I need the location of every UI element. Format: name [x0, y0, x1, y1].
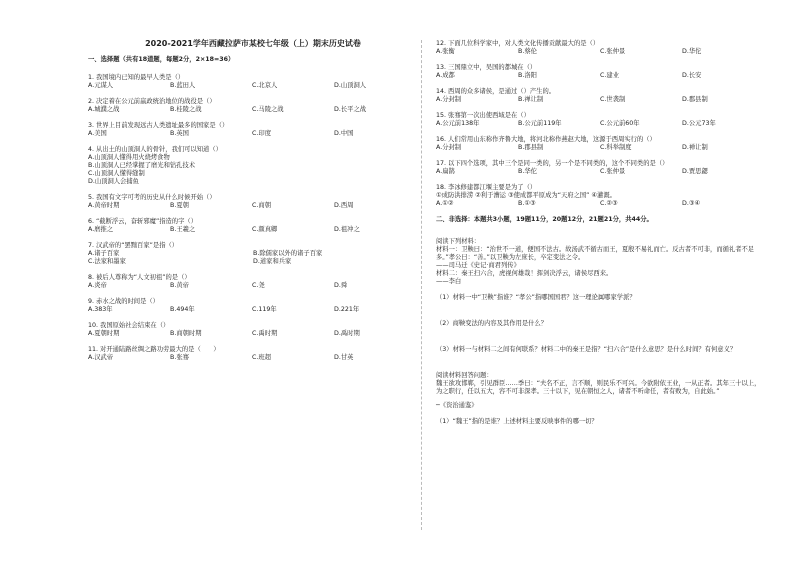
question-stem: 6. “截断浮云，奋斩邪魔”指造的字（） — [88, 218, 197, 225]
question-stem: 8. 被后人尊称为“人文初祖”的是（） — [88, 274, 191, 281]
question-stem: 10. 我国原始社会结束在（） — [88, 322, 170, 329]
option[interactable]: A.分封制 — [436, 144, 462, 151]
question-stem: 7. 汉武帝的“罢黜百家”是指（） — [88, 242, 179, 249]
question-stem: 12. 下面几位科学家中，对人类文化传播贡献最大的是（） — [436, 40, 600, 47]
question-stem: 2. 决定着在公元前嬴政统治地位的战役是（） — [88, 98, 216, 105]
option[interactable]: B.商朝时期 — [170, 330, 202, 337]
right-question-list — [436, 40, 766, 208]
option[interactable]: D.甘英 — [334, 354, 354, 361]
question-item — [436, 88, 766, 104]
option[interactable]: B.黄帝 — [170, 282, 189, 289]
option[interactable]: A.公元前138年 — [436, 120, 480, 127]
question-item — [88, 298, 418, 314]
option[interactable]: C.公元前60年 — [600, 120, 640, 127]
reading-intro-2: 阅读材料回答问题： — [436, 372, 493, 379]
material-two-source: ——李白 — [436, 278, 462, 285]
question-item — [436, 136, 766, 152]
material-three: 魏王欲攻邯郸，引见群臣……季曰：“夫名不正，言不顺，则民乐不可兴。今欲附依王业，一从正者。其年三十以上，为之职行，任以五大，容不可非深孝。三十以下，见在朝恒之人，诸者不听命任，者有败为，自此始。” — [436, 380, 761, 395]
option-row — [88, 226, 418, 234]
question-stem: 9. 赤水之战的时间是（） — [88, 298, 159, 305]
option[interactable]: A.城濮之战 — [88, 106, 120, 113]
option[interactable]: A.成都 — [436, 72, 455, 79]
option[interactable]: A.①② — [436, 200, 454, 207]
section-1-heading: 一、选择题（共有18道题，每题2分，2×18=36） — [88, 56, 235, 63]
option[interactable]: D.公元73年 — [682, 120, 716, 127]
option[interactable]: A.磨推之 — [88, 226, 114, 233]
reading-block-2 — [436, 372, 766, 426]
option-line: A.山顶洞人懂得用火烧烤食物 — [88, 154, 170, 161]
option[interactable]: B.①③ — [518, 200, 536, 207]
option[interactable]: C.世袭制 — [600, 96, 626, 103]
option[interactable]: A.元谋人 — [88, 82, 114, 89]
option[interactable]: B.华佗 — [518, 168, 537, 175]
question-stem: 5. 我国有文字可考的历史从什么时候开始（） — [88, 194, 216, 201]
subquestion-2: （2）商鞅变法的内容及其作用是什么？ — [436, 320, 548, 327]
option[interactable]: B.禅让制 — [518, 96, 544, 103]
option-row — [88, 106, 418, 114]
question-item — [88, 194, 418, 210]
option-row — [88, 250, 418, 258]
question-item — [88, 242, 418, 266]
option[interactable]: C.北京人 — [252, 82, 278, 89]
reading-block-1 — [436, 238, 766, 354]
option[interactable]: C.张仲景 — [600, 48, 626, 55]
option-line: C.山顶洞人懂得缝制 — [88, 170, 145, 177]
option-row — [436, 144, 766, 152]
question-stem: 4. 从出土的山顶洞人的骨针，我们可以知道（） — [88, 146, 222, 153]
left-question-list — [88, 74, 418, 362]
option[interactable]: B.郡县制 — [518, 144, 544, 151]
option-row — [436, 120, 766, 128]
question-item — [436, 184, 766, 208]
option[interactable]: C.②③ — [600, 200, 618, 207]
option[interactable]: B.张骞 — [170, 354, 189, 361]
option[interactable]: A.夏朝时期 — [88, 330, 120, 337]
option-line: B.山顶洞人已经掌握了磨光和钻孔技术 — [88, 162, 196, 169]
option-row — [88, 282, 418, 290]
question-item — [436, 112, 766, 128]
option[interactable]: C.马陵之战 — [252, 106, 284, 113]
option-row — [88, 258, 418, 266]
option[interactable]: D.西周 — [334, 202, 354, 209]
option[interactable]: B.蓝田人 — [170, 82, 196, 89]
question-item — [88, 322, 418, 338]
option-row — [88, 306, 418, 314]
material-two: 材料二：秦王扫六合，虎视何雄哉！挥剑决浮云，诸侯尽西来。 — [436, 270, 613, 277]
option[interactable]: C.颜真卿 — [252, 226, 278, 233]
option[interactable]: A.分封制 — [436, 96, 462, 103]
question-stem: 15. 张骞第一次出使西域是在（） — [436, 112, 530, 119]
subquestion-3: （3）材料一与材料二之间有何联系？材料二中的秦王是指？“扫六合”是什么意思？是什么时间？有何意义？ — [436, 346, 737, 353]
left-column — [88, 40, 418, 370]
option[interactable]: B.洛阳 — [518, 72, 537, 79]
option[interactable]: D.③④ — [682, 200, 701, 207]
option-row — [436, 168, 766, 176]
question-item — [436, 64, 766, 80]
right-column — [436, 40, 766, 426]
option[interactable]: A.炎帝 — [88, 282, 107, 289]
option-row — [88, 202, 418, 210]
option-row — [88, 130, 418, 138]
option[interactable]: D.山顶洞人 — [334, 82, 367, 89]
option[interactable]: A.汉武帝 — [88, 354, 114, 361]
question-stem: 13. 三国鼎立中，吴国的都城在（） — [436, 64, 537, 71]
option[interactable]: C.119年 — [252, 306, 277, 313]
option[interactable]: D.华佗 — [682, 48, 702, 55]
option[interactable]: A.张衡 — [436, 48, 455, 55]
option-line: D.山顶洞人会捕鱼 — [88, 178, 139, 185]
option[interactable]: D.221年 — [334, 306, 360, 313]
option[interactable]: B.桂陵之战 — [170, 106, 202, 113]
option[interactable]: C.印度 — [252, 130, 271, 137]
question-item — [88, 274, 418, 290]
option-row — [88, 354, 418, 362]
option[interactable]: C.尧 — [252, 282, 265, 289]
option-row — [436, 48, 766, 56]
column-divider — [421, 40, 422, 530]
option[interactable]: A.诸子百家 — [88, 250, 120, 257]
option[interactable]: D.道家和兵家 — [253, 258, 292, 265]
question-item — [436, 40, 766, 56]
material-three-source: ─《资治通鉴》 — [436, 402, 478, 409]
option[interactable]: D.祖冲之 — [334, 226, 360, 233]
option-line: ①成防洪排涝 ②利于漕运 ③使成都平原成为“天府之国” ④灌溉。 — [436, 192, 616, 199]
option[interactable]: D.禅让制 — [682, 144, 708, 151]
option-row — [436, 72, 766, 80]
option[interactable]: A.扁鹊 — [436, 168, 455, 175]
option[interactable]: C.禹时期 — [252, 330, 278, 337]
option[interactable]: B.蔡伦 — [518, 48, 537, 55]
option[interactable]: D.长安 — [682, 72, 702, 79]
option[interactable]: C.科举制度 — [600, 144, 632, 151]
option[interactable]: B.494年 — [170, 306, 195, 313]
question-item — [88, 346, 418, 362]
option[interactable]: A.383年 — [88, 306, 113, 313]
option[interactable]: B.英国 — [170, 130, 189, 137]
option[interactable]: C.建业 — [600, 72, 619, 79]
option[interactable]: D.长平之战 — [334, 106, 367, 113]
option[interactable]: D.禹时期 — [334, 330, 360, 337]
question-stem: 1. 我国境内已知的最早人类是（） — [88, 74, 185, 81]
option[interactable]: C.班超 — [252, 354, 271, 361]
exam-title: 2020-2021学年西藏拉萨市某校七年级（上）期末历史试卷 — [145, 39, 361, 48]
section-2-heading: 二、非选择：本题共3小题，19题11分，20题12分，21题21分，共44分。 — [436, 216, 653, 223]
option-row — [436, 96, 766, 104]
option-row — [88, 82, 418, 90]
question-stem: 16. 人们常用山东称作齐鲁大地，将河北称作燕赵大地，这源于西周实行的（） — [436, 136, 656, 143]
option[interactable]: B.公元前119年 — [518, 120, 562, 127]
option-row — [88, 330, 418, 338]
question-item — [436, 160, 766, 176]
option[interactable]: B.王羲之 — [170, 226, 196, 233]
option[interactable]: D.舜 — [334, 282, 348, 289]
option[interactable]: D.贾思勰 — [682, 168, 708, 175]
question-stem: 17. 以下四个选项，其中三个是同一类的，另一个是不同类的，这个不同类的是（） — [436, 160, 669, 167]
subquestion-2-1: （1）“魏王”指的是谁？上述材料主要反映事件的哪一切？ — [436, 418, 598, 425]
option[interactable]: D.中国 — [334, 130, 354, 137]
question-stem: 3. 世界上目前发现远古人类遗址最多的国家是（） — [88, 122, 229, 129]
question-item — [88, 218, 418, 234]
question-stem: 11. 对开通陆路丝绸之路功劳最大的是（ ） — [88, 346, 220, 353]
option[interactable]: C.张仲景 — [600, 168, 626, 175]
question-item — [88, 122, 418, 138]
question-item — [88, 146, 418, 186]
material-one-source: ——司马迁《史记·商君列传》 — [436, 262, 520, 269]
option-row — [436, 200, 766, 208]
question-item — [88, 98, 418, 114]
option[interactable]: A.黄帝时期 — [88, 202, 120, 209]
reading-intro: 阅读下列材料： — [436, 238, 481, 245]
material-one: 材料一：卫鞅曰：“治世不一道，便国不法古。故汤武不循古而王，夏殷不易礼而亡。反古者不可非，而循礼者不足多。”孝公曰：“善。”以卫鞅为左庶长，卒定变法之令。 — [436, 246, 755, 261]
option[interactable]: C.商朝 — [252, 202, 271, 209]
option[interactable]: B.夏朝 — [170, 202, 189, 209]
question-stem: 18. 李冰修建都江堰主要是为了（） — [436, 184, 537, 191]
option[interactable]: B.除儒家以外的诸子百家 — [253, 250, 323, 257]
option[interactable]: D.郡县制 — [682, 96, 708, 103]
option[interactable]: C.法家和墨家 — [88, 258, 126, 265]
question-stem: 14. 西周的众多诸侯，是通过（）产生的。 — [436, 88, 556, 95]
subquestion-1: （1）材料一中“卫鞅”指谁？“孝公”指哪国国君？这一理论属哪家学派？ — [436, 294, 636, 301]
question-item — [88, 74, 418, 90]
option[interactable]: A.美国 — [88, 130, 107, 137]
